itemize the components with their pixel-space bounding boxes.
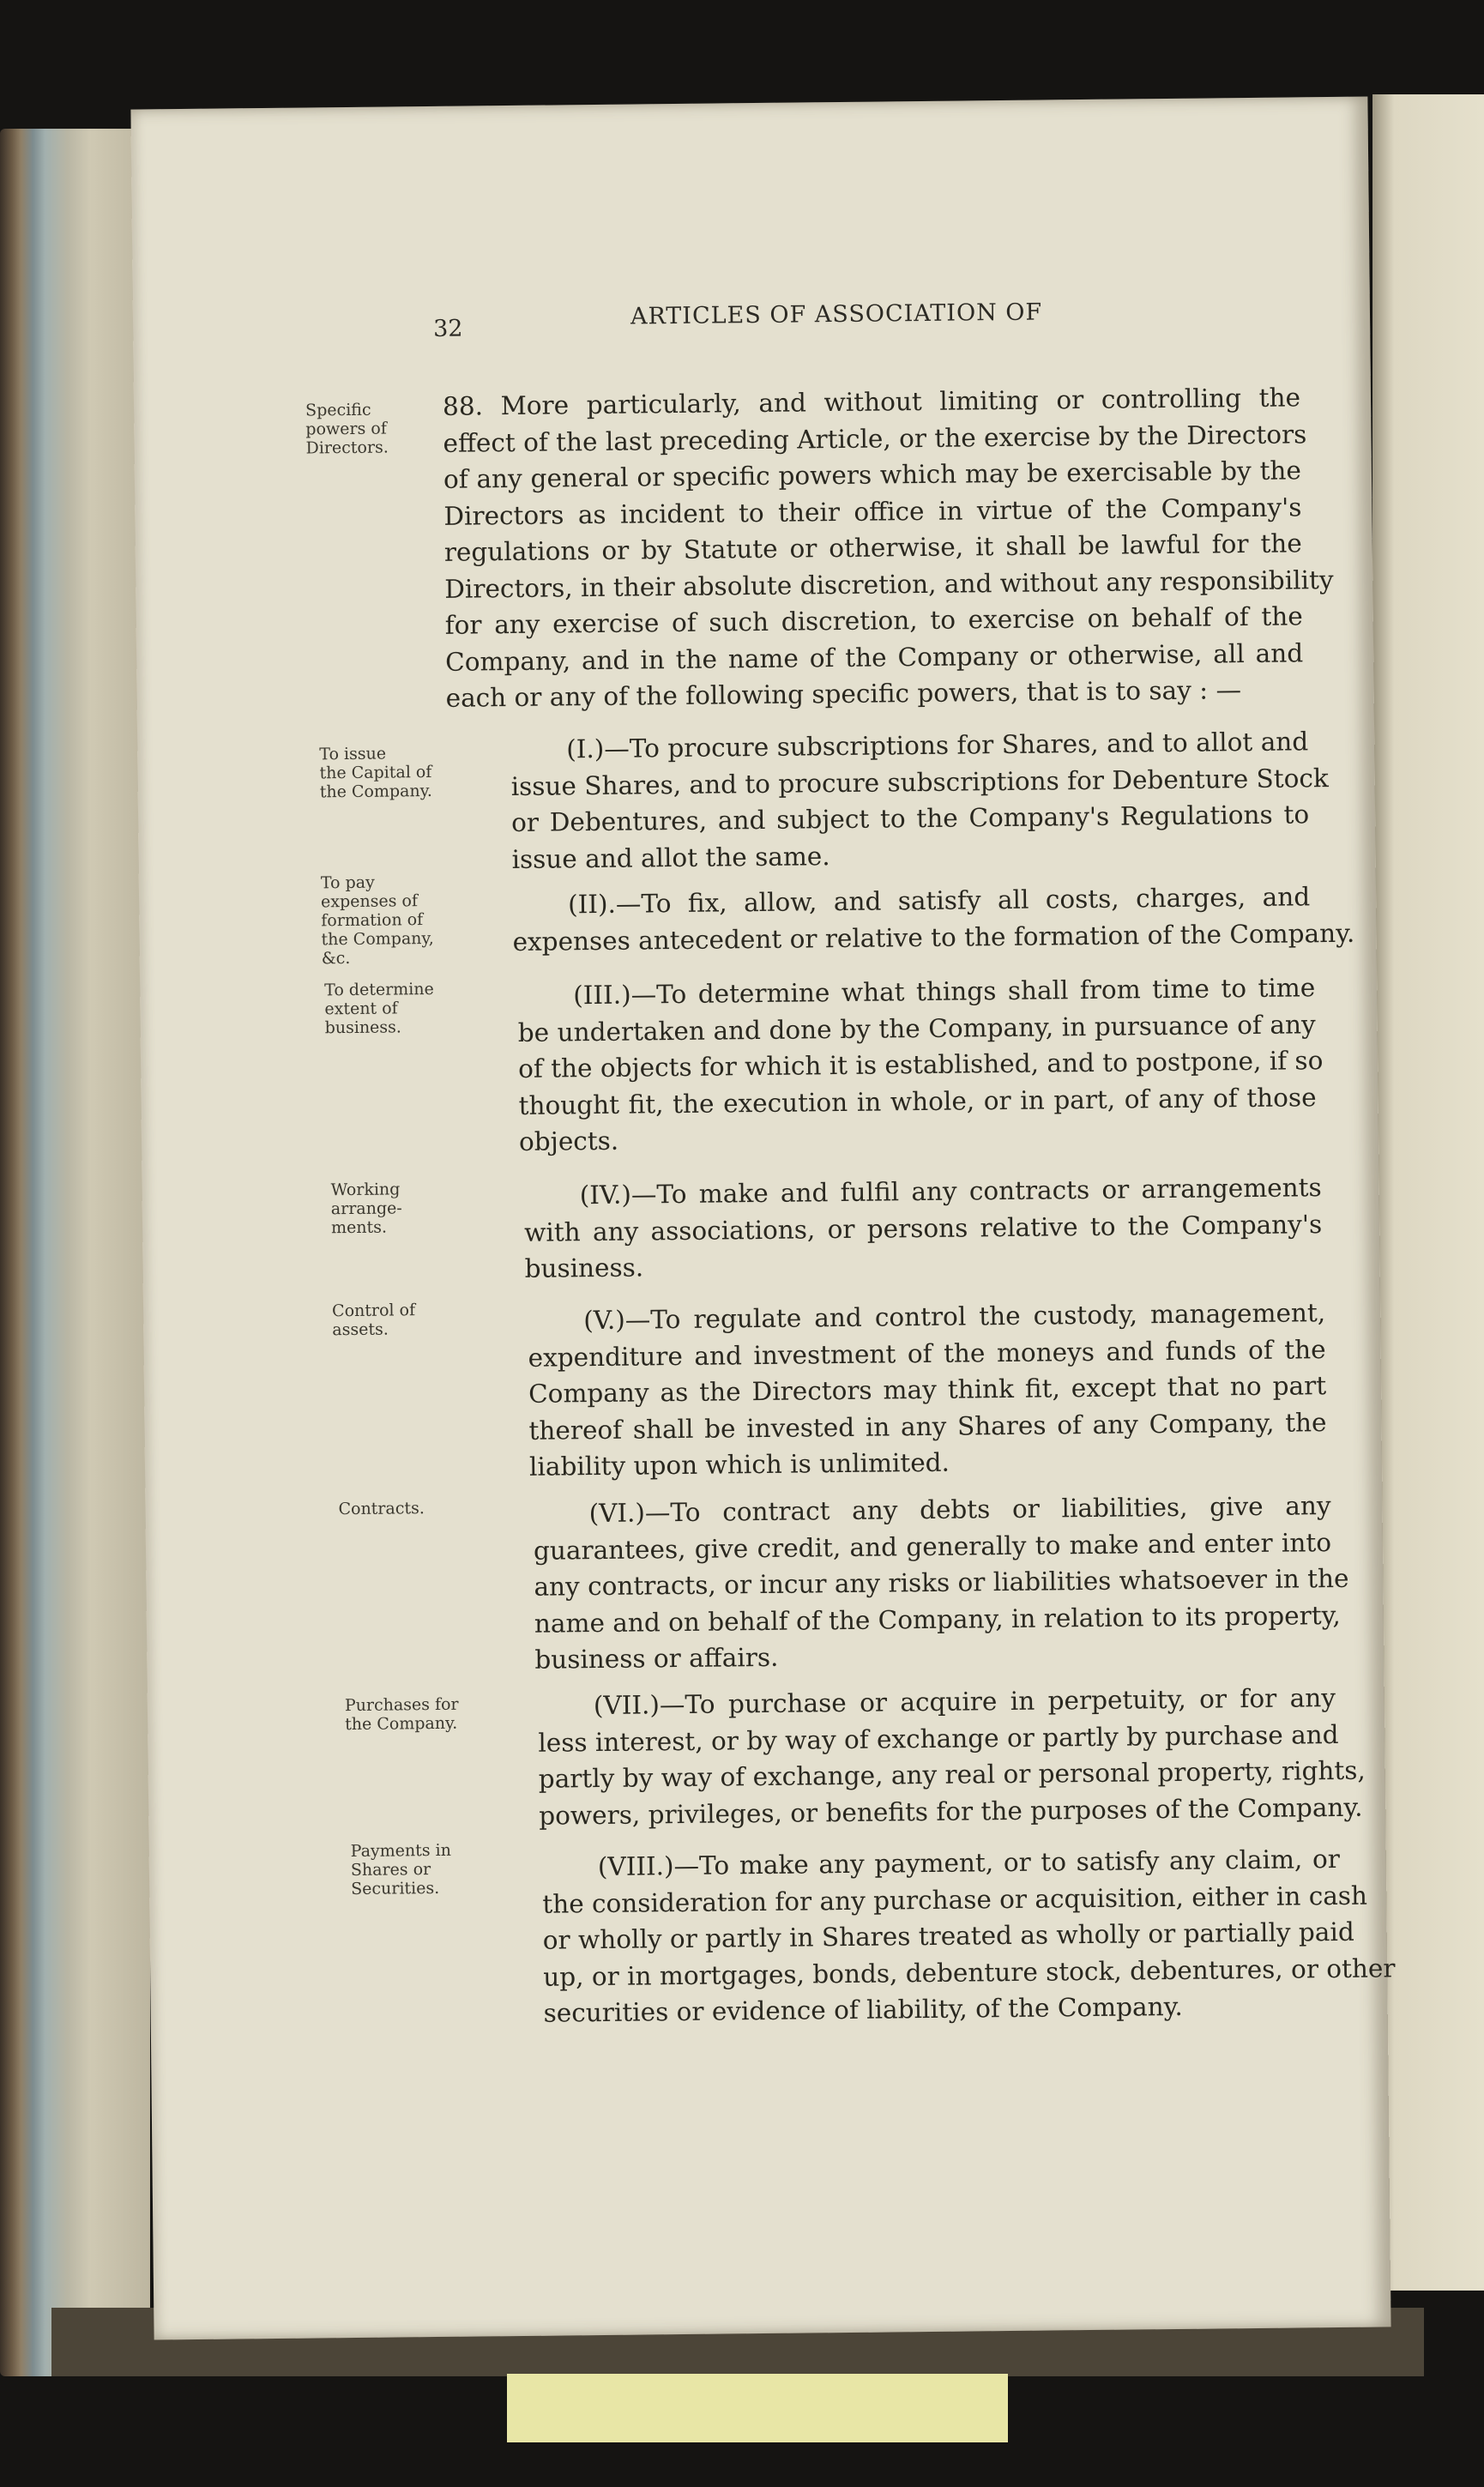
running-title: ARTICLES OF ASSOCIATION OF [630,299,1043,330]
text-line: business. [524,1253,644,1283]
text-line: objects. [518,1126,619,1156]
marginal-note-line: powers of [305,419,387,439]
text-line: securities or evidence of liability, of the Company. [543,1991,1183,2028]
article-paragraph [538,1680,1366,1834]
article-paragraph [512,878,1355,960]
text-line: Company as the Directors may think fit, except that no part [528,1371,1327,1409]
marginal-note [305,400,452,458]
marginal-note-line: Directors. [305,438,389,458]
marginal-note-line: To issue [319,744,387,764]
text-line: each or any of the following specific powers, that is to say : — [445,675,1242,713]
marginal-note-line: the Capital of [319,762,432,783]
text-line: or wholly or partly in Shares treated as wholly or partially paid [542,1917,1354,1955]
marginal-note-line: Contracts. [338,1499,425,1519]
text-line: or Debentures, and subject to the Company's Regulations to [510,800,1310,838]
text-line: be undertaken and done by the Company, in pursuance of any [517,1009,1316,1047]
marginal-note [351,1840,498,1898]
marginal-note-line: Control of [331,1301,416,1321]
text-line: (VI.)—To contract any debts or liabilities, give any [588,1491,1331,1529]
page-number: 32 [432,315,463,342]
text-line: Directors as incident to their office in virtue of the Company's [443,492,1302,531]
marginal-note [324,980,471,1038]
marginal-note [345,1694,491,1734]
text-line: (III.)—To determine what things shall from time to time [573,973,1316,1011]
running-header [133,296,1370,342]
text-line: expenditure and investment of the moneys and funds of the [528,1334,1326,1373]
text-line: the consideration for any purchase or acquisition, either in cash [542,1880,1368,1919]
marginal-note-line: formation of [321,910,424,931]
text-line: less interest, or by way of exchange or partly by purchase and [538,1719,1339,1758]
marginal-note [331,1179,478,1237]
article-paragraph [442,379,1334,716]
text-line: Company, and in the name of the Company or otherwise, all and [445,637,1304,677]
text-line: up, or in mortgages, bonds, debenture stock, debentures, or other [543,1953,1396,1992]
marginal-note [319,744,466,802]
marginal-note [321,872,468,969]
marginal-note-line: extent of [324,999,398,1019]
text-line: powers, privileges, or benefits for the purposes of the Company. [539,1792,1363,1831]
marginal-note-line: assets. [332,1319,389,1340]
text-line: expenses antecedent or relative to the formation of the Company. [512,918,1355,957]
text-line: guarantees, give credit, and generally to make and enter into [533,1527,1332,1566]
text-line: Directors, in their absolute discretion, and without any responsibility [444,564,1334,604]
text-line: of any general or specific powers which may be exercisable by the [443,456,1302,494]
text-line: for any exercise of such discretion, to exercise on behalf of the [444,601,1303,640]
text-line: issue and allot the same. [511,841,830,874]
text-line: thereof shall be invested in any Shares of any Company, the [528,1407,1327,1446]
text-line: with any associations, or persons relative to the Company's [523,1209,1323,1247]
text-line: effect of the last preceding Article, or the exercise by the Directors [443,419,1307,458]
article-paragraph [510,723,1329,878]
text-line: liability upon which is unlimited. [528,1447,950,1482]
marginal-note-line: Purchases for [344,1694,459,1716]
marginal-note-line: arrange- [330,1198,402,1219]
text-line: issue Shares, and to procure subscriptions for Debenture Stock [510,763,1329,801]
text-line: 88. More particularly, and without limiting or controlling the [442,383,1301,421]
text-line: thought fit, the execution in whole, or in part, of any of those [518,1082,1317,1120]
text-line: regulations or by Statute or otherwise, it shall be lawful for the [443,528,1302,567]
text-line: partly by way of exchange, any real or personal property, rights, [538,1755,1366,1794]
marginal-note-line: Shares or [350,1860,431,1880]
marginal-note-line: To pay [320,872,375,893]
article-paragraph [542,1841,1396,2031]
text-line: (VIII.)—To make any payment, or to satisfy any claim, or [597,1844,1341,1882]
marginal-note-line: ments. [330,1217,388,1238]
text-line: (IV.)—To make and fulfil any contracts or arrangements [579,1173,1322,1210]
text-line: business or affairs. [534,1642,779,1675]
marginal-note-line: &c. [321,948,351,969]
text-line: (V.)—To regulate and control the custody, management, [583,1298,1326,1336]
marginal-note [338,1498,484,1518]
marginal-note-line: Securities. [351,1878,440,1899]
marginal-note-line: expenses of [320,891,419,912]
marginal-note-line: Payments in [350,1840,452,1862]
text-line: (VII.)—To purchase or acquire in perpetuity, or for any [593,1683,1336,1721]
article-paragraph [528,1295,1327,1485]
previous-pages-stack [0,129,150,2376]
marginal-note-line: Working [330,1180,401,1200]
book-page [130,97,1396,2340]
marginal-note-line: business. [324,1017,402,1038]
article-paragraph [523,1169,1322,1287]
marginal-note-line: To determine [324,979,434,1000]
marginal-note-line: Specific [305,400,371,420]
text-line: any contracts, or incur any risks or liabilities whatsoever in the [534,1563,1349,1602]
text-line: (II).—To fix, allow, and satisfy all costs, charges, and [567,882,1311,920]
marginal-note-line: the Company. [345,1713,458,1735]
article-paragraph [533,1488,1349,1678]
marginal-note-line: the Company. [319,781,433,802]
text-line: name and on behalf of the Company, in relation to its property, [534,1600,1341,1639]
paper-tab [507,2374,1008,2442]
text-line: of the objects for which it is established, and to postpone, if so [517,1046,1324,1084]
marginal-note [332,1300,478,1339]
marginal-note-line: the Company, [321,928,434,950]
text-line: (I.)—To procure subscriptions for Shares, and to allot and [566,727,1309,764]
article-paragraph [517,969,1324,1160]
